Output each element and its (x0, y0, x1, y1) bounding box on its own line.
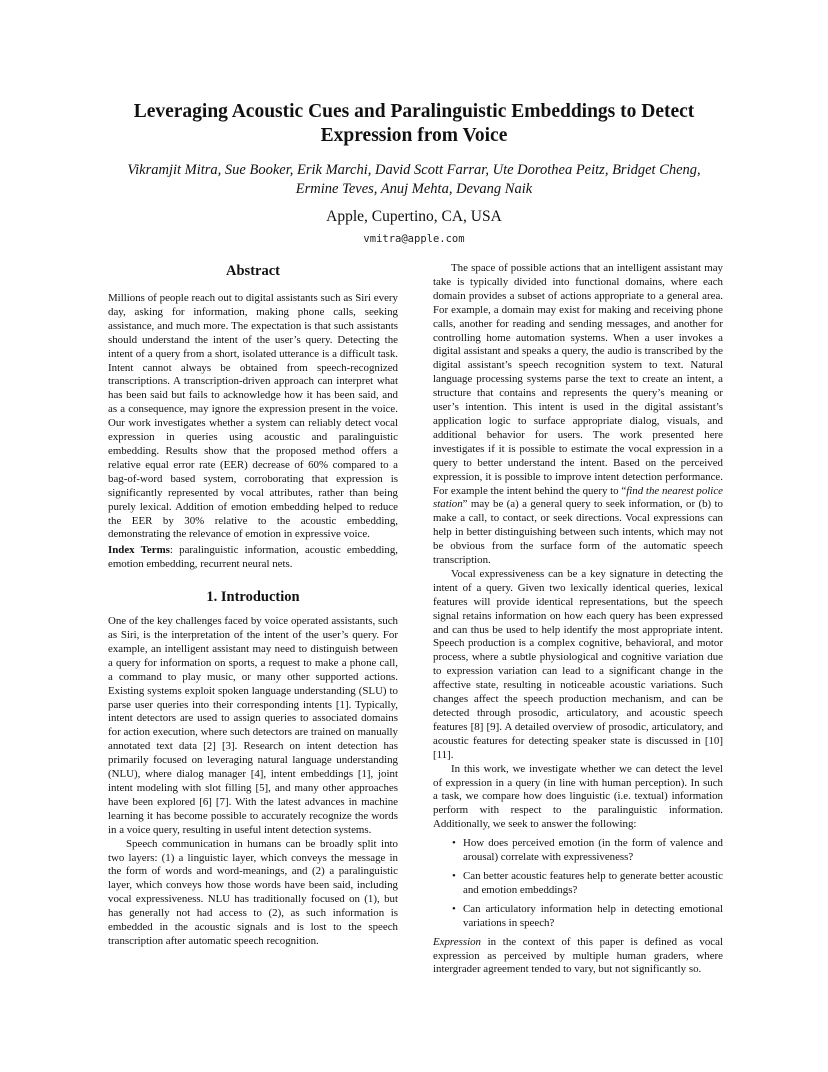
list-item: • How does perceived emotion (in the form of valence and arousal) correlate with expressiveness? (463, 837, 723, 865)
expression-definition (433, 936, 723, 978)
example-query: find the nearest police station (433, 484, 723, 511)
left-column (108, 262, 398, 949)
author-line-2: Ermine Teves, Anuj Mehta, Devang Naik (295, 181, 533, 197)
right-column (433, 262, 723, 977)
index-terms-text: : paralinguistic information, acoustic embedding, emotion embedding, recurrent neural nets. (108, 544, 398, 571)
abstract-body: Millions of people reach out to digital assistants such as Siri every day, asking for information, making phone calls, seeking assistance, and much more. The expectation is that such assistants should understand the intent of the user’s query. Detecting the intent of a query from a short, isolated utterance is a difficult task. Intent cannot always be obtained from speech-recognized transcriptions. A transcription-driven approach can interpret what has been said but fails to acknowledge how it has been said, and as a consequence, may ignore the expression present in the voice. Our work investigates whether a system can reliably detect vocal expression in queries using acoustic and paralinguistic embedding. Results show that the proposed method offers a relative equal error rate (EER) decrease of 60% compared to a bag-of-word based system, corroborating that expression is significantly represented by vocal attributes, rather than being purely lexical. Addition of emotion embedding helped to reduce the EER by 30% relative to the acoustic embedding, demonstrating the relevance of emotion in expressive voice. (108, 292, 398, 541)
title-line-1: Leveraging Acoustic Cues and Paralinguistic Embeddings to Detect (133, 101, 695, 122)
paragraph-3-end: ” may be (a) a general query to seek information, or (b) to make a call, to contact, or seek directions. Vocal expressions can help in better distinguishing between such intents, which may not be obvious from the surface form of the automatic speech transcription. (433, 498, 723, 567)
list-item: • Can articulatory information help in detecting emotional variations in speech? (463, 903, 723, 931)
abstract-heading: Abstract (226, 263, 280, 279)
intro-paragraph-3 (433, 262, 723, 568)
intro-paragraph-5: In this work, we investigate whether we can detect the level of expression in a query (in line with human perception). In such a task, we compare how does linguistic (i.e. textual) information perform with respect to the paralinguistic information. Additionally, we seek to answer the following: (433, 762, 723, 831)
index-terms-label: Index Terms (108, 544, 170, 557)
list-item: • Can better acoustic features help to generate better acoustic and emotion embeddings? (463, 870, 723, 898)
title-line-2: Expression from Voice (320, 125, 508, 146)
author-list (60, 161, 768, 199)
intro-paragraph-1: One of the key challenges faced by voice operated assistants, such as Siri, is the interpretation of the intent of the user’s query. For example, an intelligent assistant may need to distinguish between a query for information on sports, a request to make a phone call, a command to play music, or many other supported actions. Existing systems exploit spoken language understanding (SLU) to parse user queries into their corresponding intents [1]. Typically, intent detectors are used to assign queries to associated domains for action execution, where such detectors are trained on manually annotated text data [2] [3]. Research on intent detection has primarily focused on leveraging natural language understanding (NLU), where dialog manager [4], intent embeddings [1], joint intent modeling with slot filling [5], and many other approaches have been explored [6] [7]. With the latest advances in machine learning it has become possible to accurately recognize the words in a voice query, resulting in useful intent detection systems. (108, 615, 398, 836)
author-email[interactable]: vmitra@apple.com (363, 233, 465, 245)
definition-term: Expression (433, 935, 481, 948)
index-terms (108, 544, 398, 572)
author-line-1: Vikramjit Mitra, Sue Booker, Erik Marchi, David Scott Farrar, Ute Dorothea Peitz, Bridget Cheng, (127, 162, 701, 178)
intro-paragraph-4: Vocal expressiveness can be a key signature in detecting the intent of a query. Given two lexically identical queries, lexical features will provide identical representations, but the speech signal retains information on how each query has been expressed and can thus be used to help identify the most appropriate intent. Speech production is a complex cognitive, behavioral, and motor process, where a subtle physiological and cognitive variation due to expression variation can lead to a significant change in the affective state, resulting in noticeable acoustic variations. Such changes affect the speech production mechanism, and can be detected through prosodic, articulatory, and acoustic speech features [8] [9]. A detailed overview of prosodic, articulatory, and acoustic features for detecting speaker state is discussed in [10] [11]. (433, 567, 723, 761)
paragraph-3-text: The space of possible actions that an intelligent assistant may take is typically divided into functional domains, where each domain provides a subset of actions appropriate to a general area. For example, a domain may exist for making and receiving phone calls, another for reading and sending messages, and another for controlling home automation systems. When a user invokes a digital assistant and speaks a query, the audio is transcribed by the digital assistant’s speech recognition system to text. Natural language processing systems parse the text to create an intent, a structure that contains and represents the query’s meaning or user’s intention. This intent is used in the digital assistant’s application logic to surface appropriate dialog, visuals, and additional behavior for users. The work presented here investigates if it is possible to estimate the vocal expression in a query to better understand the intent. Based on the perceived expression, it is possible to improve intent detection performance. For example the intent behind the query to “ (433, 262, 723, 497)
introduction-heading: 1. Introduction (206, 589, 300, 606)
definition-text: in the context of this paper is defined as vocal expression as perceived by multiple human graders, where intergrader agreement tended to vary, but not significantly so. (433, 935, 723, 976)
affiliation: Apple, Cupertino, CA, USA (326, 208, 502, 225)
research-questions-list (433, 837, 723, 930)
paper-title (100, 100, 728, 148)
intro-paragraph-2: Speech communication in humans can be broadly split into two layers: (1) a linguistic layer, which conveys the message in the form of words and word-meanings, and (2) a paralinguistic layer, which conveys how those words have been said, including vocal expressiveness. NLU has traditionally focused on (1), but has generally not had access to (2), as such information is embedded in the acoustic signals and is lost to the speech transcription after automatic speech recognition. (108, 837, 398, 947)
